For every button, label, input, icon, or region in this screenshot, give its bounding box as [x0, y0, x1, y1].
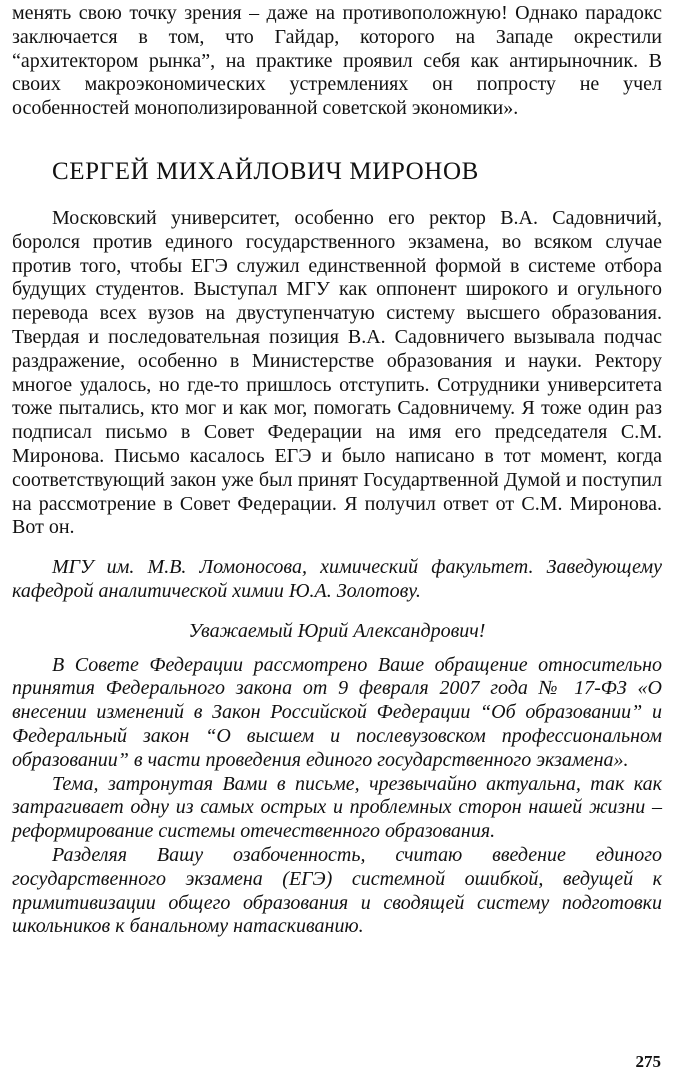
- page-number: 275: [635, 1052, 661, 1071]
- letter-paragraph-1: В Совете Федерации рассмотрено Ваше обращение относительно принятия Федерального закона от 9 февраля 2007 года № 17-ФЗ «О внесении изменений в Закон Российской Федерации “Об образовании” и Федеральный закон “О высшем и послевузовском профессиональном образовании” в части проведения единого государственного экзамена».: [12, 653, 662, 771]
- intro-paragraph: менять свою точку зрения – даже на противоположную! Однако парадокс заключается в том, что Гайдар, которого на Западе окрестили “архитектором рынка”, на практике проявил себя как антирыночник. В своих макроэкономических устремлениях он попросту не учел особенностей монополизированной советской экономики».: [12, 2, 662, 120]
- letter-paragraph-3: Разделяя Вашу озабоченность, считаю введение единого государственного экзамена (ЕГЭ) системной ошибкой, ведущей к примитивизации общего образования и сводящей систему подготовки школьников к банальному натаскиванию.: [12, 843, 662, 938]
- section-title: СЕРГЕЙ МИХАЙЛОВИЧ МИРОНОВ: [52, 157, 479, 185]
- letter-paragraph-2: Тема, затронутая Вами в письме, чрезвычайно актуальна, так как затрагивает одну из самых острых и проблемных сторон нашей жизни – реформирование системы отечественного образования.: [12, 772, 662, 843]
- body-paragraph: Московский университет, особенно его ректор В.А. Садовничий, боролся против единого государственного экзамена, во всяком случае против того, чтобы ЕГЭ служил единственной формой в системе отбора будущих студентов. Выступал МГУ как оппонент широкого и огульного перевода всех вузов на двуступенчатую систему высшего образования. Твердая и последовательная позиция В.А. Садовничего вызывала подчас раздражение, особенно в Министерстве образования и науки. Ректору многое удалось, но где-то пришлось отступить. Сотрудники университета тоже пытались, кто мог и как мог, помогать Садовничему. Я тоже один раз подписал письмо в Совет Федерации на имя его председателя С.М. Миронова. Письмо касалось ЕГЭ и было написано в тот момент, когда соответствующий закон уже был принят Государтвенной Думой и поступил на рассмотрение в Совет Федерации. Я получил ответ от С.М. Миронова. Вот он.: [12, 206, 662, 539]
- letter-salutation: Уважаемый Юрий Александрович!: [188, 619, 486, 642]
- letter-addressee: МГУ им. М.В. Ломоносова, химический факультет. Заведующему кафедрой аналитической химии Ю.А. Золотову.: [12, 556, 662, 602]
- letter-block: [12, 556, 662, 939]
